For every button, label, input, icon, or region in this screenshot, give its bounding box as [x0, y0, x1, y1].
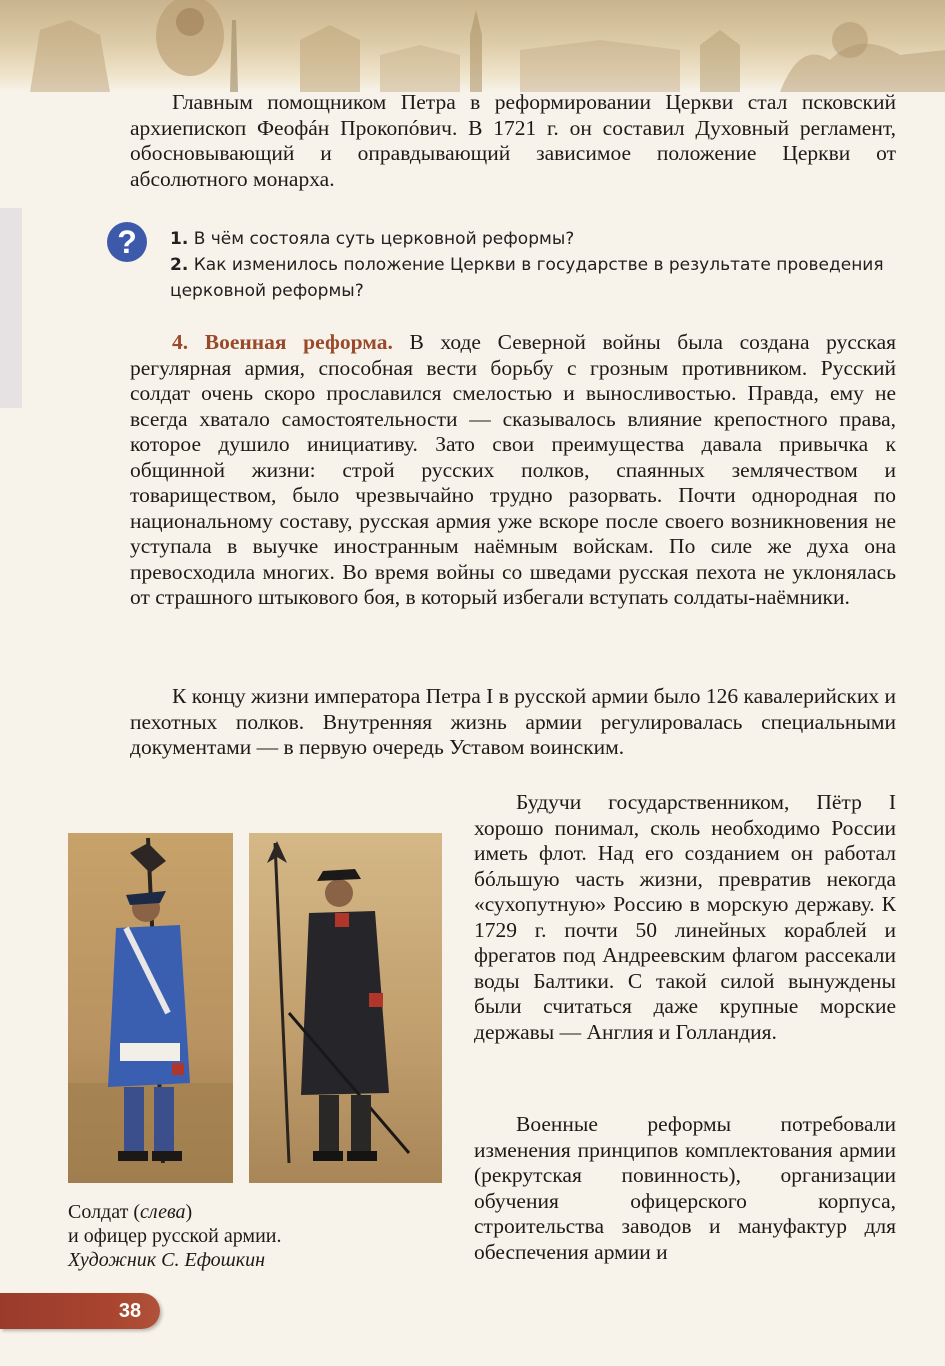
question-item [170, 252, 896, 304]
officer-illustration [249, 833, 442, 1183]
question-number: 1. [170, 229, 189, 249]
paragraph-church-reform: Главным помощником Петра в реформировании Церкви стал псковский архиепископ Феофáн Прокопóвич. В 1721 г. он составил Духовный регламент, обосновывающий и оправдывающий зависимое положение Церкви от абсолютного монарха. [130, 90, 896, 191]
caption-italic: слева [140, 1201, 186, 1223]
question-text: В чём состояла суть церковной реформы? [188, 229, 575, 249]
question-number: 2. [170, 255, 189, 275]
header-banner [0, 0, 945, 92]
question-item [170, 226, 896, 252]
paragraph-reforms: Военные реформы потребовали изменения принципов комплектования армии (рекрутская повинность), организации обучения офицерского корпуса, строительства заводов и мануфактур для обеспечения армии и [474, 1112, 896, 1264]
question-mark-circle-icon: ? [107, 222, 147, 262]
caption-line [68, 1200, 408, 1224]
caption-artist: Художник С. Ефошкин [68, 1249, 266, 1271]
review-questions [170, 226, 896, 304]
section-heading: 4. Военная реформа. [172, 330, 393, 354]
banner-illustration [0, 0, 945, 92]
paragraph-regiments: К концу жизни императора Петра I в русской армии было 126 кавалерийских и пехотных полков. Внутренняя жизнь армии регулировалась специальными документами — в первую очередь Уставом воинским. [130, 684, 896, 759]
caption-text: Солдат ( [68, 1201, 140, 1223]
question-text: Как изменилось положение Церкви в государстве в результате проведения церковной реформы? [170, 255, 884, 301]
caption-text: ) [185, 1201, 193, 1223]
side-marker [0, 208, 22, 408]
caption-line: и офицер русской армии. [68, 1225, 282, 1247]
caption-line [68, 1248, 408, 1272]
page-number: 38 [118, 1300, 142, 1322]
paragraph-military-reform [130, 330, 896, 611]
soldier-illustration [68, 833, 233, 1183]
paragraph-navy: Будучи государственником, Пётр I хорошо понимал, сколь необходимо России иметь флот. Над его созданием он работал бóльшую часть жизни, превратив некогда «сухопутную» Россию в морскую державу. К 1729 г. почти 50 линейных кораблей и фрегатов под Андреевским флагом рассекали воды Балтики. С такой силой вынуждены были считаться даже крупные морские державы — Англия и Голландия. [474, 790, 896, 1044]
paragraph-text: В ходе Северной войны была создана русская регулярная армия, способная вести борьбу с грозным противником. Русский солдат очень скоро прославился смелостью и выносливостью. Правда, ему не всегда хватало самостоятельности — сказывалось влияние крепостного права, которое душило инициативу. Зато свои преимущества давала привычка к общинной жизни: строй русских полков, спаянных землячеством и товариществом, было чрезвычайно трудно разорвать. Почти однородная по национальному составу, русская армия уже вскоре после своего возникновения не уступала в выучке иностранным наёмным войскам. По силе же духа она превосходила многих. Во время войны со шведами русская пехота не уклонялась от страшного штыкового боя, в который избегали вступать солдаты-наёмники. [130, 330, 896, 609]
illustration-caption [68, 1200, 408, 1272]
